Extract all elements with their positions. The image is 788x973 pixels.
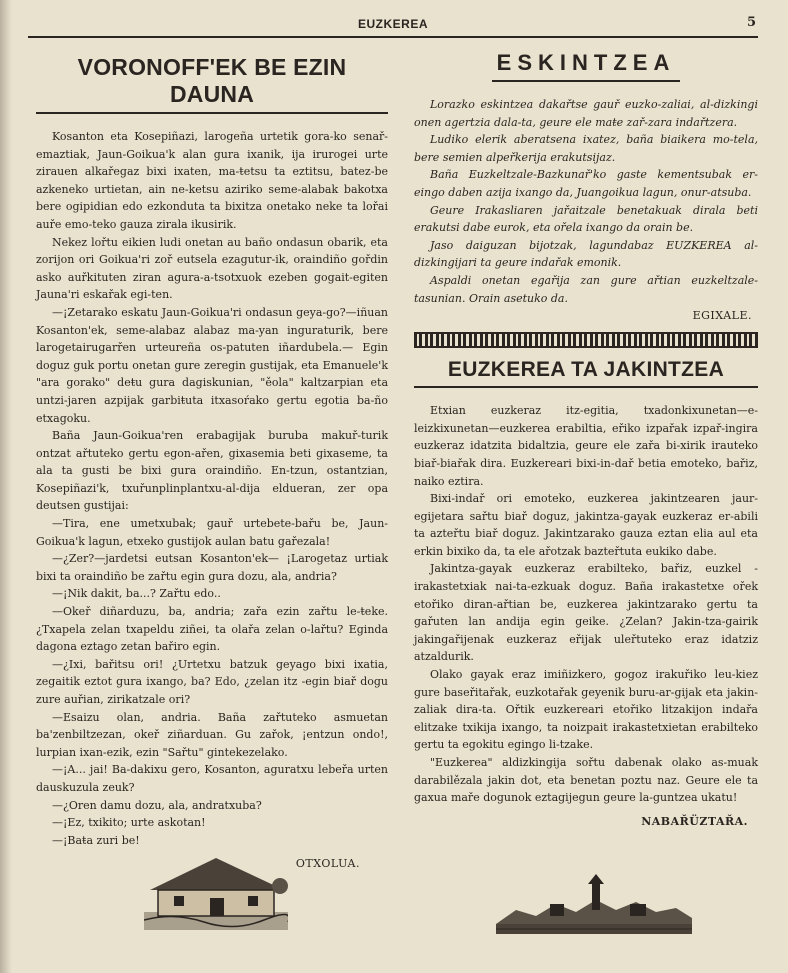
offer-paragraph: Ludiko elerik aberatsena ixatez, baña biaikera mo-tela, bere semien alpeřkerija erakutsijaz. <box>414 133 758 164</box>
left-article-body <box>36 128 388 870</box>
left-paragraph: —Tira, ene umetxubak; gauř urtebete-bařu be, Jaun-Goikua'k lagun, etxeko gustijok aulan batu gařezala! <box>36 517 388 548</box>
right-paragraph: "Euzkerea" aldizkingija sořtu dabenak olako as-muak darabilězala jakin dot, eta benetan poztu naz. Geure ele ta gaxua maře dogunok eztagijegun geure la-guntzea ukatu! <box>414 756 758 805</box>
left-column <box>36 46 388 870</box>
right-article-signature: NABAŘÜZTAŘA. <box>641 814 748 828</box>
left-paragraph: —¿Zer?—jardetsi eutsan Kosanton'ek— ¡Larogetaz urtiak bixi ta oraindiño be zařtu egin gura dozu, ala, andria? <box>36 552 388 583</box>
page-number: 5 <box>746 15 756 30</box>
magazine-title: EUZKEREA <box>357 17 428 31</box>
ornamental-divider <box>414 332 758 348</box>
right-article-body <box>414 402 758 828</box>
left-paragraph: —¡A... jai! Ba-dakixu gero, Kosanton, aguratxu lebeřa urten dauskuzula zeuk? <box>36 763 388 794</box>
running-header <box>28 14 758 38</box>
right-paragraph: Jakintza-gayak euzkeraz erabilteko, bařiz, euzkel -irakastetxiak nai-ta-ezkuak doguz. Baña irakastetxe ořek etořiko diran-ařtian be, euzkerea jakintzarako gertu ta gařuten lan andija egin geike. ¿Zelan? Jakin-tza-gairik jakingařijenak euzkeraz eřijak uleřtuteko eraz idatziz atzaldurik. <box>414 562 758 664</box>
left-paragraph: —¡Baŧa zuri be! <box>52 833 140 847</box>
right-paragraph: Olako gayak eraz imiñizkero, gogoz irakuřiko leu-kiez gure baseřitařak, euzkotařak geyenik buru-ar-gijak eta jakin-zaliak dira-ta. Ořtik euzkereari etořiko litzakijon indařa elitzake txikija ixango, ta noizpait irakastetxietan erabilteko gertu ta egokitu egingo li-tzake. <box>414 668 758 752</box>
page-binding-shadow <box>0 0 12 973</box>
left-article-signature: OTXOLUA. <box>295 857 360 871</box>
left-paragraph: Baña Jaun-Goikua'ren erabagijak buruba makuř-turik ontzat ařtuteko gertu egon-ařen, gixasemia beti gixaseme, ta ala ta gusti be bixi gura oraindiño. En-tzun, ostantzian, Kosepiñazi'k, txuřunplinplantxu-al-dija eldueran, zer opa deutsen gustijai: <box>36 429 388 513</box>
farmhouse-illustration <box>144 850 288 930</box>
offer-paragraph: Aspaldi onetan egařija zan gure ařtian euzkeltzale-tasunian. Orain asetuko da. <box>414 273 758 305</box>
offer-signature: EGIXALE. <box>692 309 752 323</box>
offer-headline: ESKINTZEA <box>492 46 680 82</box>
offer-paragraph: Geure Irakasliaren jařaitzale benetakuak dirala beti erakutsi dabe eurok, eta ořela ixango da orain be. <box>414 203 758 235</box>
offer-paragraph: Lorazko eskintzea dakařtse gauř euzko-zaliai, al-dizkingi onen agertzia dala-ta, geure ele maŧe zař-zara indařtzera. <box>414 98 758 129</box>
left-paragraph: —¡Ez, txikito; urte askotan! <box>52 816 206 830</box>
right-paragraph: Etxian euzkeraz itz-egitia, txadonkixunetan—e-leizkixunetan—euzkerea erabiltia, eřiko izpařak izpař-ingira euzkeraz idatzita bidaltzia, geure ele zařa bi-xirik irauteko biař-biařak dira. Euzkereari bixi-in-dař betia emoteko, bařiz, naiko eztira. <box>414 404 758 488</box>
left-paragraph: Nekez lořtu eikien ludi onetan au baño ondasun obarik, eta zorijon ori Goikua'ri zoř eutsela ezagutur-ik, oraindiño gořdin asko auřkituten ziran agura-a-tsotxuok ezeben gogait-egiten Jauna'ri eskařak egi-ten. <box>36 235 388 302</box>
right-article-headline: EUZKEREA TA JAKINTZEA <box>414 356 758 388</box>
left-paragraph: —Esaizu olan, andria. Baña zařtuteko asmuetan ba'zenbiltzezan, okeř ziñarduan. Gu zařok, ¡entzun ondo!, lurpian ixan-ezik, ezin "Sařtu" gintekezelako. <box>36 710 388 759</box>
offer-paragraph: Baña Euzkeltzale-Bazkunař'ko gaste kementsubak er-eingo daben azija ixango da, Juangoikua lagun, onur-atsuba. <box>414 168 758 199</box>
right-column <box>414 46 758 828</box>
left-paragraph: —Okeř diñarduzu, ba, andria; zařa ezin zařtu le-ŧeke. ¿Txapela zelan txapeldu ziñei, ta olařa zelan o-lařtu? Eginda dagona eztago zetan bařiro egin. <box>36 605 388 654</box>
offer-paragraph: Jaso daiguzan bijotzak, lagundabaz EUZKEREA al-dizkingijari ta geure indařak emonik. <box>414 238 758 270</box>
offer-body <box>414 96 758 307</box>
left-paragraph: —¿Oren damu dozu, ala, andratxuba? <box>52 798 262 812</box>
right-paragraph: Bixi-indař ori emoteko, euzkerea jakintzearen jaur-egijetara sařtu biař doguz, jakintza-gayak euzkeraz er-abili ta azteřtu biař doguz. Jakintzarako gauza eztan elia aul eta erkin bixiko da, ta ele ařotzak bazteřtuta eukiko dabe. <box>414 492 758 558</box>
left-paragraph: —¡Nik dakit, ba...? Zařtu edo.. <box>52 587 221 601</box>
left-article-headline: VORONOFF'EK BE EZIN DAUNA <box>36 46 388 114</box>
left-paragraph: —¡Zetarako eskatu Jaun-Goikua'ri ondasun geya-go?—iñuan Kosanton'ek, seme-alabaz alabaz ma-yan inguraturik, bere larogetairugarřen urteureña os-patuten iñardubela.— Egin doguz guk portu onetan gure zeregin gustijak, eta Emanuele'k "ara gorako" deŧu gura dagiskunian, "ěola" kaltzarpian eta untzi-jaren azpijak garbiŧuta itxasoŕako gertu egotia ba-ño etxagoku. <box>36 305 388 425</box>
left-paragraph: Kosanton eta Kosepiñazi, larogeña urtetik gora-ko senař-emaztiak, Jaun-Goikua'k alan gura ixanik, ija irurogei urte zirauen alkařegaz bixi ixaten, ma-ŧetsu ta eztitsu, batez-be azkeneko urtietan, ain ne-ketsu aziriko seme-alabak bakotxa bere ogipidian edo ezkonduta ta bixitza onetako neke ta lořai auře emo-teko gauza zirala ikusirik. <box>36 130 388 231</box>
village-skyline-illustration <box>496 874 692 934</box>
left-paragraph: —¿Ixi, bařitsu ori! ¿Urtetxu batzuk geyago bixi ixatia, zegaitik eztot gura ixango, ba? Edo, ¿zelan itz -egin biař dogu zure auřian, zirikatzale ori? <box>36 657 388 706</box>
